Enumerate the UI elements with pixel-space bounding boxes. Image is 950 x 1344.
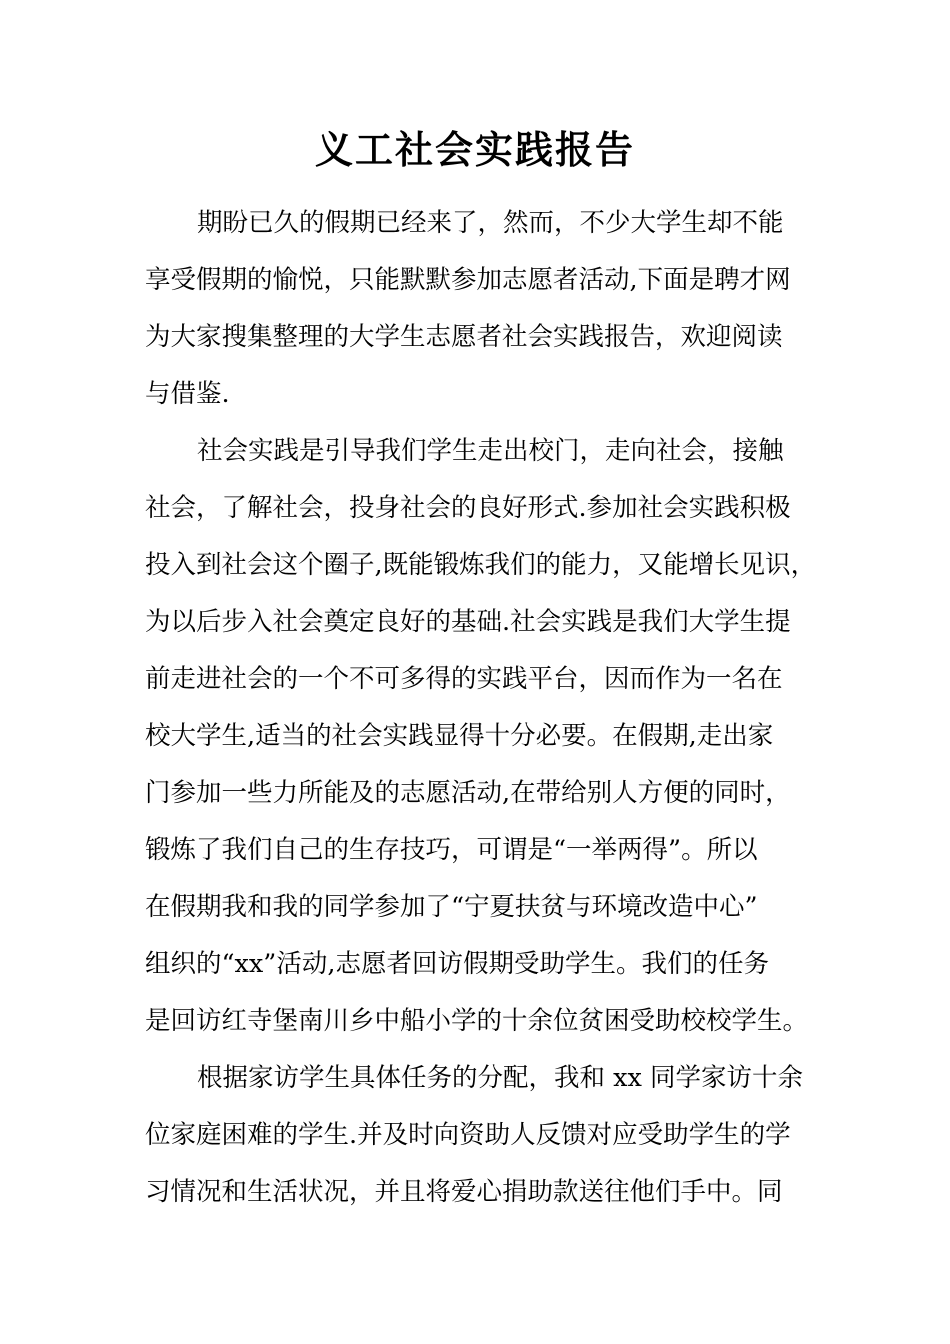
paragraph-3-line-2: 位家庭困难的学生.并及时向资助人反馈对应受助学生的学 <box>145 1120 791 1150</box>
paragraph-2-line-10: 组织的“xx”活动,志愿者回访假期受助学生。我们的任务 <box>145 949 769 979</box>
paragraph-2-line-11: 是回访红寺堡南川乡中船小学的十余位贫困受助校校学生。 <box>145 1006 809 1036</box>
paragraph-1-line-2: 享受假期的愉悦，只能默默参加志愿者活动,下面是聘才网 <box>145 265 791 295</box>
paragraph-2-line-7: 门参加一些力所能及的志愿活动,在带给别人方便的同时， <box>145 778 791 808</box>
paragraph-1-line-3: 为大家搜集整理的大学生志愿者社会实践报告，欢迎阅读 <box>145 322 783 352</box>
paragraph-2-line-2: 社会，了解社会，投身社会的良好形式.参加社会实践积极 <box>145 493 791 523</box>
paragraph-2-line-3: 投入到社会这个圈子,既能锻炼我们的能力，又能增长见识， <box>145 550 817 580</box>
paragraph-3-line-3: 习情况和生活状况，并且将爱心捐助款送往他们手中。同 <box>145 1177 783 1207</box>
paragraph-1-line-1: 期盼已久的假期已经来了，然而，不少大学生却不能 <box>197 208 784 238</box>
paragraph-3-line-1: 根据家访学生具体任务的分配，我和 xx 同学家访十余 <box>197 1063 803 1093</box>
paragraph-2-line-8: 锻炼了我们自己的生存技巧，可谓是“一举两得”。所以 <box>145 835 758 865</box>
paragraph-2-line-4: 为以后步入社会奠定良好的基础.社会实践是我们大学生提 <box>145 607 791 637</box>
paragraph-2-line-5: 前走进社会的一个不可多得的实践平台，因而作为一名在 <box>145 664 783 694</box>
paragraph-2-line-6: 校大学生,适当的社会实践显得十分必要。在假期,走出家 <box>145 721 774 751</box>
document-title: 义工社会实践报告 <box>314 127 635 172</box>
paragraph-2-line-1: 社会实践是引导我们学生走出校门，走向社会，接触 <box>197 436 784 466</box>
paragraph-2-line-9: 在假期我和我的同学参加了“宁夏扶贫与环境改造中心” <box>145 892 758 922</box>
paragraph-1-line-4: 与借鉴. <box>145 379 230 409</box>
